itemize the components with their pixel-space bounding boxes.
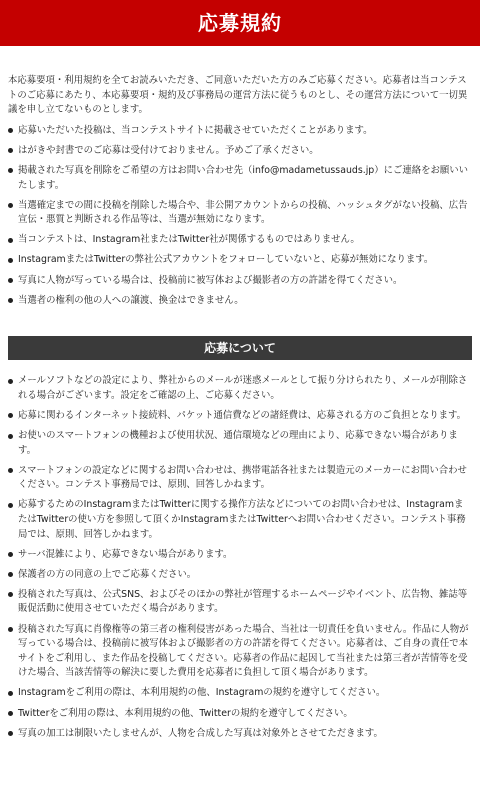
list-item: 投稿された写真に肖像権等の第三者の権利侵害があった場合、当社は一切責任を負いません。作品に人物が写っている場合は、投稿前に被写体および撮影者の方の許諾を得てください。応募者は、ご自身の責任で本サイトをご利用し、また作品を投稿してください。応募者の作品に起因して当社または第三者が苦情等を受けた場合、当該苦情等の解決に要した費用を応募者に負担して頂く場合があります。 (8, 623, 472, 681)
list-item: 当選確定までの間に投稿を削除した場合や、非公開アカウントからの投稿、ハッシュタグがない投稿、広告宣伝・悪質と判断される作品等は、当選が無効になります。 (8, 199, 472, 228)
list-item: スマートフォンの設定などに関するお問い合わせは、携帯電話各社または製造元のメーカーにお問い合わせください。コンテスト事務局では、原則、回答しかねます。 (8, 464, 472, 493)
list-item: 当コンテストは、Instagram社またはTwitter社が関係するものではありません。 (8, 233, 472, 248)
section-title: 応募について (8, 336, 472, 360)
list-item: お使いのスマートフォンの機種および使用状況、通信環境などの理由により、応募できない場合があります。 (8, 429, 472, 458)
rules-list (8, 124, 472, 308)
list-item: 応募するためのInstagramまたはTwitterに関する操作方法などについてのお問い合わせは、InstagramまたはTwitterの使い方を参照して頂くかInstagramまたはTwitterへお問い合わせください。コンテスト事務局では、原則、回答しかねます。 (8, 498, 472, 542)
list-item: 写真に人物が写っている場合は、投稿前に被写体および撮影者の方の許諾を得てください。 (8, 274, 472, 289)
page-title: 応募規約 (0, 0, 480, 46)
list-item: 投稿された写真は、公式SNS、およびそのほかの弊社が管理するホームページやイベント、広告物、雑誌等販促活動に使用させていただく場合があります。 (8, 588, 472, 617)
list-item: 応募に関わるインターネット接続料、パケット通信費などの諸経費は、応募される方のご負担となります。 (8, 409, 472, 424)
list-item: 当選者の権利の他の人への譲渡、換金はできません。 (8, 294, 472, 309)
terms-content (0, 46, 480, 741)
list-item: 掲載された写真を削除をご希望の方はお問い合わせ先（info@madametussauds.jp）にご連絡をお願いいたします。 (8, 164, 472, 193)
list-item: Twitterをご利用の際は、本利用規約の他、Twitterの規約を遵守してください。 (8, 707, 472, 722)
list-item: InstagramまたはTwitterの弊社公式アカウントをフォローしていないと、応募が無効になります。 (8, 253, 472, 268)
list-item: Instagramをご利用の際は、本利用規約の他、Instagramの規約を遵守してください。 (8, 686, 472, 701)
application-list (8, 374, 472, 741)
list-item: 応募いただいた投稿は、当コンテストサイトに掲載させていただくことがあります。 (8, 124, 472, 139)
list-item: サーバ混雑により、応募できない場合があります。 (8, 548, 472, 563)
list-item: メールソフトなどの設定により、弊社からのメールが迷惑メールとして振り分けられたり、メールが削除される場合がございます。設定をご確認の上、ご応募ください。 (8, 374, 472, 403)
list-item: 保護者の方の同意の上でご応募ください。 (8, 568, 472, 583)
list-item: はがきや封書でのご応募は受付けておりません。予めご了承ください。 (8, 144, 472, 159)
intro-text: 本応募要項・利用規約を全てお読みいただき、ご同意いただいた方のみご応募ください。応募者は当コンテストのご応募にあたり、本応募要項・規約及び事務局の運営方法に従うものとし、その運営方法について一切異議を申し立てないものとします。 (8, 75, 468, 116)
list-item: 写真の加工は制限いたしませんが、人物を合成した写真は対象外とさせてただきます。 (8, 727, 472, 742)
